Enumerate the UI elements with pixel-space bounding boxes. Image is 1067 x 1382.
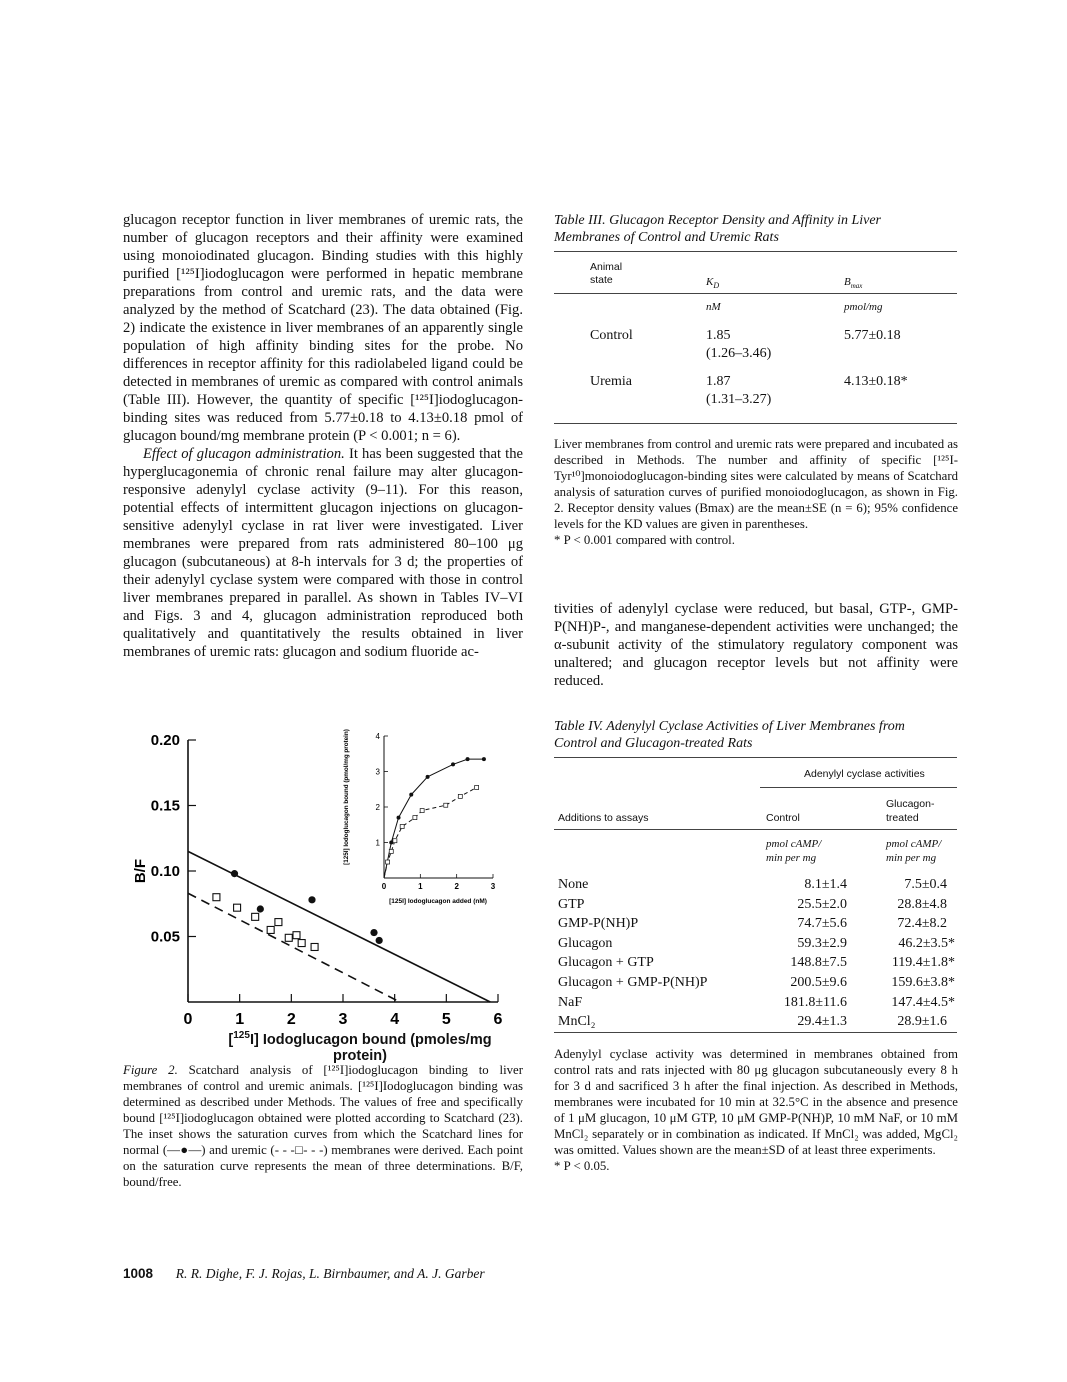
- uremic-point: [252, 913, 259, 920]
- table-3-bottom-rule: [554, 423, 957, 424]
- table-4-group-rule: [760, 787, 957, 788]
- control-point: [257, 905, 264, 912]
- right-body-text: tivities of adenylyl cyclase were reduced, but basal, GTP-, GMP-P(NH)P-, and manganese-dependent activities were unchanged; the α-subunit activity of the stimulatory regulatory component was unaltered; and glucagon receptor levels but not affinity were reduced.: [554, 601, 958, 689]
- inset-x-axis-label: [125I] Iodoglucagon added (nM): [389, 898, 487, 905]
- inset-uremic-point: [444, 803, 448, 807]
- row-control: 148.8±7.5: [790, 955, 847, 971]
- table-4-header-rule: [554, 829, 957, 830]
- table-3-top-rule: [554, 251, 957, 252]
- scatchard-axes: [132, 732, 503, 1028]
- uremic-point: [285, 934, 292, 941]
- scatchard-marks: [188, 851, 490, 1002]
- inset-control-point: [409, 793, 413, 797]
- row-label: NaF: [558, 994, 583, 1010]
- table-4-top-rule: [554, 757, 957, 758]
- table-3: [554, 251, 957, 407]
- row-treated: 28.8±4.8: [897, 896, 947, 912]
- inset-control-point: [426, 775, 430, 779]
- inset-uremic-point: [413, 816, 417, 820]
- table-row: [554, 973, 957, 993]
- table-3-note: [554, 436, 958, 548]
- x-tick-label: 2: [286, 1011, 296, 1028]
- table-3-footnote: * P < 0.001 compared with control.: [554, 533, 735, 547]
- inset-uremic-point: [386, 860, 390, 864]
- uremic-point: [311, 943, 318, 950]
- table-4-col-additions: Additions to assays: [558, 812, 649, 824]
- row-treated: 28.9±1.6: [897, 1014, 947, 1030]
- row-label: Glucagon: [558, 935, 613, 951]
- inset-axes: [343, 729, 496, 905]
- table-row: [554, 934, 957, 954]
- y-tick-label: 0.20: [150, 732, 180, 749]
- y-tick-label: 0.10: [150, 863, 180, 880]
- paragraph-body: It has been suggested that the hyperglucagonemia of chronic renal failure may alter glucagon-responsive adenylyl cyclase activity (9–11). For this reason, potential effects of intermittent glucagon injections on glucagon-sensitive adenylyl cyclase in rat liver were investigated. Liver membranes were prepared from rats administered 80–100 μg glucagon (subcutaneous) at 8-h intervals for 3 d; the properties of their adenylyl cyclase system were compared with those in control liver membranes prepared in parallel. As shown in Tables IV–VI and Figs. 3 and 4, glucagon administration reproduced both qualitatively and quantitatively the results obtained in liver membranes of uremic rats: glucagon and sodium fluoride ac-: [123, 446, 524, 660]
- row-kd-ci: (1.31–3.27): [706, 392, 772, 407]
- table-3-col-state: [590, 261, 622, 287]
- inset-uremic-point: [420, 809, 424, 813]
- row-treated: 119.4±1.8*: [891, 955, 955, 971]
- uremic-point: [213, 894, 220, 901]
- table-3-title: Table III. Glucagon Receptor Density and Affinity in Liver Membranes of Control and Uremic Rats: [554, 213, 882, 245]
- table-4-footnote: * P < 0.05.: [554, 1159, 610, 1173]
- row-label: GMP-P(NH)P: [558, 916, 639, 932]
- row-treated: 159.6±3.8*: [891, 974, 955, 990]
- table-4-title: Table IV. Adenylyl Cyclase Activities of Liver Membranes from Control and Glucagon-treated Rats: [554, 719, 905, 751]
- inset-control-point: [482, 757, 486, 761]
- table-4-col-treated: [886, 797, 934, 825]
- uremic-fit-line: [188, 893, 400, 1002]
- row-control: 74.7±5.6: [797, 916, 847, 932]
- inset-y-tick-label: 4: [375, 732, 380, 741]
- row-treated: 46.2±3.5*: [898, 935, 955, 951]
- x-tick-label: 5: [441, 1011, 451, 1028]
- x-tick-label: 1: [235, 1011, 245, 1028]
- table-4-body: [554, 875, 957, 1032]
- table-3-col-kd: [706, 276, 719, 290]
- table-row: [554, 914, 957, 934]
- inset-uremic-point: [389, 849, 393, 853]
- table-3-col-state-line2: state: [590, 274, 613, 286]
- row-bmax: 4.13±0.18*: [844, 374, 908, 389]
- table-4-col-control: Control: [766, 812, 800, 824]
- unit-line2: min per mg: [766, 852, 817, 864]
- unit-line1: pmol cAMP/: [886, 838, 942, 850]
- page-footer: [123, 1266, 623, 1282]
- inset-uremic-point: [458, 794, 462, 798]
- row-kd-ci: (1.26–3.46): [706, 346, 772, 361]
- row-treated: 7.5±0.4: [904, 877, 947, 892]
- inset-marks: [384, 757, 486, 878]
- figure-2-chart: [118, 720, 528, 1050]
- inset-control-point: [466, 757, 470, 761]
- row-kd: 1.87: [706, 374, 731, 389]
- uremic-point: [298, 940, 305, 947]
- control-point: [308, 896, 315, 903]
- bmax-symbol: B: [844, 276, 851, 288]
- table-row: [554, 993, 957, 1013]
- unit-line2: min per mg: [886, 852, 937, 864]
- row-control: 200.5±9.6: [790, 974, 847, 990]
- row-state: Control: [590, 328, 633, 343]
- inset-uremic-curve: [384, 788, 477, 879]
- section-run-in-heading: Effect of glucagon administration.: [143, 446, 345, 462]
- row-control: 29.4±1.3: [797, 1014, 847, 1030]
- col-treated-line1: Glucagon-: [886, 798, 935, 810]
- unit-line1: pmol cAMP/: [766, 838, 822, 850]
- table-3-unit-bmax: pmol/mg: [844, 301, 883, 313]
- col-treated-line2: treated: [886, 812, 919, 824]
- table-3-note-text: Liver membranes from control and uremic rats were prepared and incubated as described in Methods. The number and affinity of specific [¹²⁵I-Tyr¹⁰]monoiodoglucagon-binding sites were calculated by means of Scatchard analysis of saturation curves of purified monoiodoglucagon, as shown in Fig. 2. Receptor density values (Bmax) are the mean±SE (n = 6); 95% confidence levels for the KD values are given in parentheses.: [554, 437, 958, 531]
- table-row: [554, 953, 957, 973]
- row-treated: 72.4±8.2: [897, 916, 947, 932]
- row-label: MnCl₂: [558, 1014, 596, 1030]
- row-state: Uremia: [590, 374, 632, 389]
- table-3-col-bmax: [844, 276, 862, 290]
- table-3-unit-kd: nM: [706, 301, 721, 313]
- row-kd: 1.85: [706, 328, 731, 343]
- paragraph-receptor-binding: glucagon receptor function in liver membranes of uremic rats, the number of glucagon receptors and their affinity were examined using monoiodinated glucagon. Binding studies with this highly purified [¹²⁵I]iodoglucagon were performed in hepatic membrane preparations from control and uremic rats, and the data were analyzed by the method of Scatchard (23). The data obtained (Fig. 2) indicate the existence in liver membranes of an apparently single population of high affinity binding sites for the probe. No differences in receptor affinity for this radiolabeled ligand could be detected in membranes of uremic as compared with control animals (Table III). However, the quantity of specific [¹²⁵I]iodoglucagon-binding sites was reduced from 5.77±0.18 to 4.13±0.18 pmol of glucagon bound/mg membrane protein (P < 0.001; n = 6).: [123, 212, 523, 444]
- figure-2-caption-text: Scatchard analysis of [¹²⁵I]iodoglucagon binding to liver membranes of control and uremic animals. [¹²⁵I]Iodoglucagon binding was determined as described under Methods. The values of free and specifically bound [¹²⁵I]iodoglucagon obtained were plotted according to Scatchard (23). The inset shows the saturation curves from which the Scatchard lines for normal (—●—) and uremic (- - -□- - -) membranes were derived. Each point on the saturation curve represents the mean of three determinations. B/F, bound/free.: [123, 1063, 523, 1189]
- inset-y-axis-label: [125I] Iodoglucagon bound (pmol/mg protein): [343, 729, 350, 865]
- figure-2-caption: [123, 1062, 523, 1190]
- inset-y-tick-label: 1: [375, 838, 380, 848]
- table-4-note-text: Adenylyl cyclase activity was determined in membranes obtained from control rats and rats injected with 80 μg glucagon subcutaneously every 8 h for 3 d and sacrificed 3 h after the final injection. As described in Methods, membranes were incubated for 10 min at 32.5°C in the absence and presence of 1 μM glucagon, 10 μM GTP, 10 μM GMP-P(NH)P, 10 mM NaF, or 10 mM MnCl₂ separately or in combination as indicated. If MnCl₂ was added, MgCl₂ was omitted. Values shown are the mean±SD of at least three experiments.: [554, 1047, 958, 1157]
- y-tick-label: 0.05: [150, 928, 180, 946]
- row-control: 8.1±1.4: [804, 877, 847, 892]
- table-4-group-header: Adenylyl cyclase activities: [804, 768, 925, 780]
- kd-symbol: K: [706, 276, 714, 288]
- row-label: Glucagon + GMP-P(NH)P: [558, 974, 708, 990]
- table-3-header-rule: [554, 293, 957, 294]
- row-label: None: [558, 877, 589, 892]
- table-row: [554, 895, 957, 915]
- inset-x-tick-label: 1: [418, 882, 423, 891]
- x-tick-label: 3: [338, 1011, 348, 1028]
- control-point: [231, 870, 238, 877]
- x-tick-label: 6: [493, 1011, 503, 1028]
- table-3-col-state-line1: Animal: [590, 261, 623, 273]
- bmax-subscript: max: [850, 282, 863, 291]
- y-tick-label: 0.15: [150, 797, 180, 815]
- inset-uremic-point: [393, 839, 397, 843]
- control-point: [376, 937, 383, 944]
- running-authors: R. R. Dighe, F. J. Rojas, L. Birnbaumer, and A. J. Garber: [175, 1266, 485, 1281]
- inset-control-point: [397, 816, 401, 820]
- uremic-point: [234, 904, 241, 911]
- row-control: 25.5±2.0: [797, 896, 847, 912]
- uremic-point: [267, 926, 274, 933]
- inset-control-point: [451, 762, 455, 766]
- y-axis-label: B/F: [132, 858, 149, 884]
- left-body-text: [123, 211, 523, 661]
- inset-x-tick-label: 0: [381, 882, 387, 891]
- row-label: Glucagon + GTP: [558, 955, 654, 971]
- table-row: [554, 875, 957, 895]
- table-4-unit-treated: [886, 837, 941, 865]
- figure-2-xlabel: [$^{125}$I] Iodoglucagon bound (pmoles/mg protein): [228, 1030, 492, 1064]
- table-4-unit-control: [766, 837, 821, 865]
- kd-subscript: D: [713, 281, 720, 291]
- x-tick-label: 4: [390, 1011, 400, 1028]
- table-row: [554, 1012, 957, 1032]
- inset-uremic-point: [475, 785, 479, 789]
- page-number: 1008: [123, 1266, 154, 1281]
- inset-uremic-point: [400, 825, 404, 829]
- row-treated: 147.4±4.5*: [891, 994, 955, 1010]
- x-tick-label: 0: [183, 1011, 193, 1028]
- table-4: [554, 757, 957, 1032]
- inset-y-tick-label: 2: [375, 803, 380, 812]
- control-point: [370, 929, 377, 936]
- row-control: 59.3±2.9: [797, 935, 847, 951]
- inset-x-tick-label: 3: [490, 882, 496, 891]
- row-bmax: 5.77±0.18: [844, 328, 901, 343]
- paragraph-glucagon-administration: [123, 445, 523, 661]
- uremic-point: [275, 919, 282, 926]
- inset-x-tick-label: 2: [454, 882, 459, 891]
- table-4-note: [554, 1046, 958, 1174]
- table-4-bottom-rule: [554, 1032, 957, 1033]
- uremic-point: [293, 932, 300, 939]
- inset-y-tick-label: 3: [375, 767, 380, 777]
- row-control: 181.8±11.6: [783, 994, 847, 1010]
- row-label: GTP: [558, 896, 585, 912]
- figure-2-caption-label: Figure 2.: [123, 1063, 178, 1077]
